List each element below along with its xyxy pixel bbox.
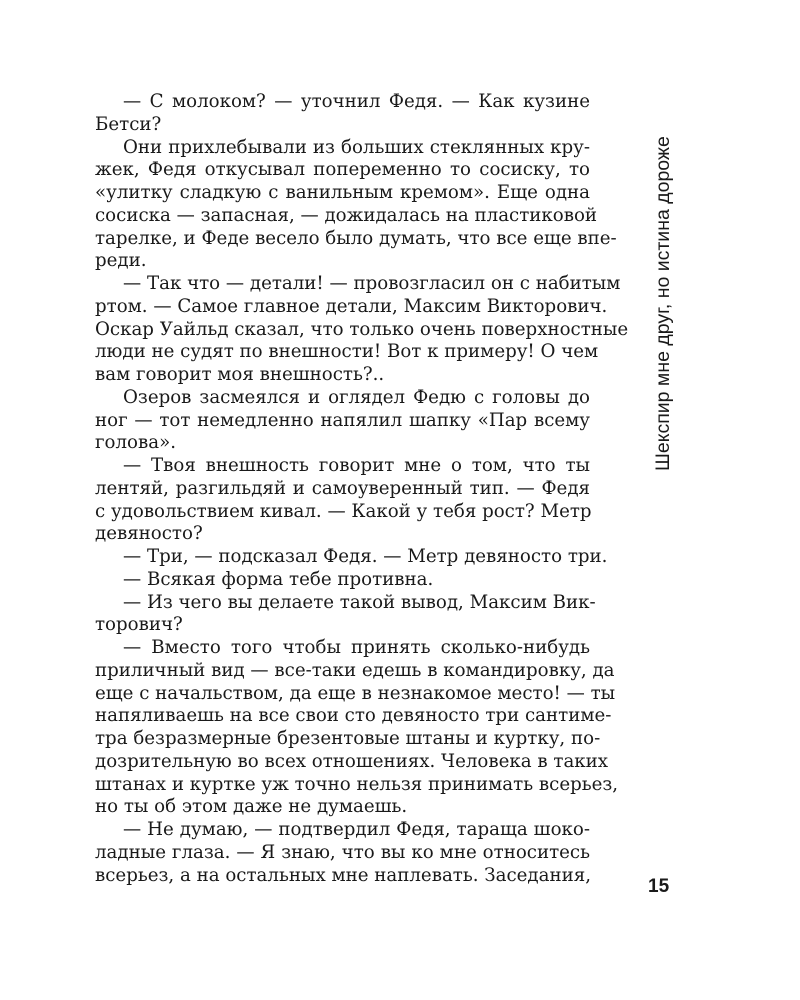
- text-line: «улитку сладкую с ванильным кремом». Еще одна: [95, 182, 590, 203]
- text-line: люди не судят по внешности! Вот к примеру! О чем: [95, 341, 599, 363]
- running-head: Шекспир мне друг, но истина дороже: [652, 136, 674, 471]
- text-line: реди.: [95, 250, 147, 272]
- text-line: Оскар Уайльд сказал, что только очень поверхностные: [95, 318, 629, 340]
- text-line: — Твоя внешность говорит мне о том, что ты: [123, 455, 590, 476]
- text-line: — Из чего вы делаете такой вывод, Максим Вик-: [123, 591, 596, 613]
- text-line: напяливаешь на все свои сто девяносто три сантиме-: [95, 705, 612, 727]
- text-line: Озеров засмеялся и оглядел Федю с головы до: [123, 386, 590, 408]
- text-line: приличный вид — все-таки едешь в командировку, да: [95, 659, 615, 681]
- text-line: штанах и куртке уж точно нельзя принимать всерьез,: [95, 773, 619, 795]
- text-line: ног — тот немедленно напялил шапку «Пар всему: [95, 409, 590, 431]
- text-line: — Три, — подсказал Федя. — Метр девяносто три.: [123, 546, 608, 567]
- text-line: — Вместо того чтобы принять сколько-нибудь: [123, 637, 590, 658]
- text-line: голова».: [95, 432, 176, 454]
- text-line: всерьез, а на остальных мне наплевать. Заседания,: [95, 864, 591, 886]
- text-line: — Так что — детали! — провозгласил он с набитым: [123, 273, 621, 294]
- text-line: — Всякая форма тебе противна.: [123, 568, 434, 590]
- text-line: — С молоком? — уточнил Федя. — Как кузине: [123, 91, 590, 112]
- text-line: вам говорит моя внешность?..: [95, 364, 385, 385]
- text-line: ртом. — Самое главное детали, Максим Викторович.: [95, 295, 608, 317]
- page-number: 15: [648, 876, 670, 897]
- text-line: девяносто?: [95, 523, 203, 545]
- text-line: тарелке, и Феде весело было думать, что все еще впе-: [95, 227, 617, 249]
- body-text: [95, 91, 629, 887]
- text-line: жек, Федя откусывал попеременно то сосиску, то: [95, 159, 590, 181]
- text-line: лентяй, разгильдяй и самоуверенный тип. — Федя: [95, 477, 590, 499]
- text-line: торович?: [95, 614, 183, 636]
- text-line: дозрительную во всех отношениях. Человека в таких: [95, 750, 609, 772]
- text-line: — Не думаю, — подтвердил Федя, тараща шоко-: [123, 819, 590, 840]
- text-line: сосиска — запасная, — дожидалась на пластиковой: [95, 204, 598, 226]
- text-line: Бетси?: [95, 113, 162, 135]
- text-line: тра безразмерные брезентовые штаны и куртку, по-: [95, 728, 601, 749]
- text-line: еще с начальством, да еще в незнакомое место! — ты: [95, 682, 616, 704]
- text-line: Они прихлебывали из больших стеклянных кру-: [123, 136, 590, 158]
- text-line: с удовольствием кивал. — Какой у тебя рост? Метр: [95, 500, 592, 522]
- text-line: ладные глаза. — Я знаю, что вы ко мне относитесь: [95, 841, 590, 863]
- text-line: но ты об этом даже не думаешь.: [95, 796, 408, 818]
